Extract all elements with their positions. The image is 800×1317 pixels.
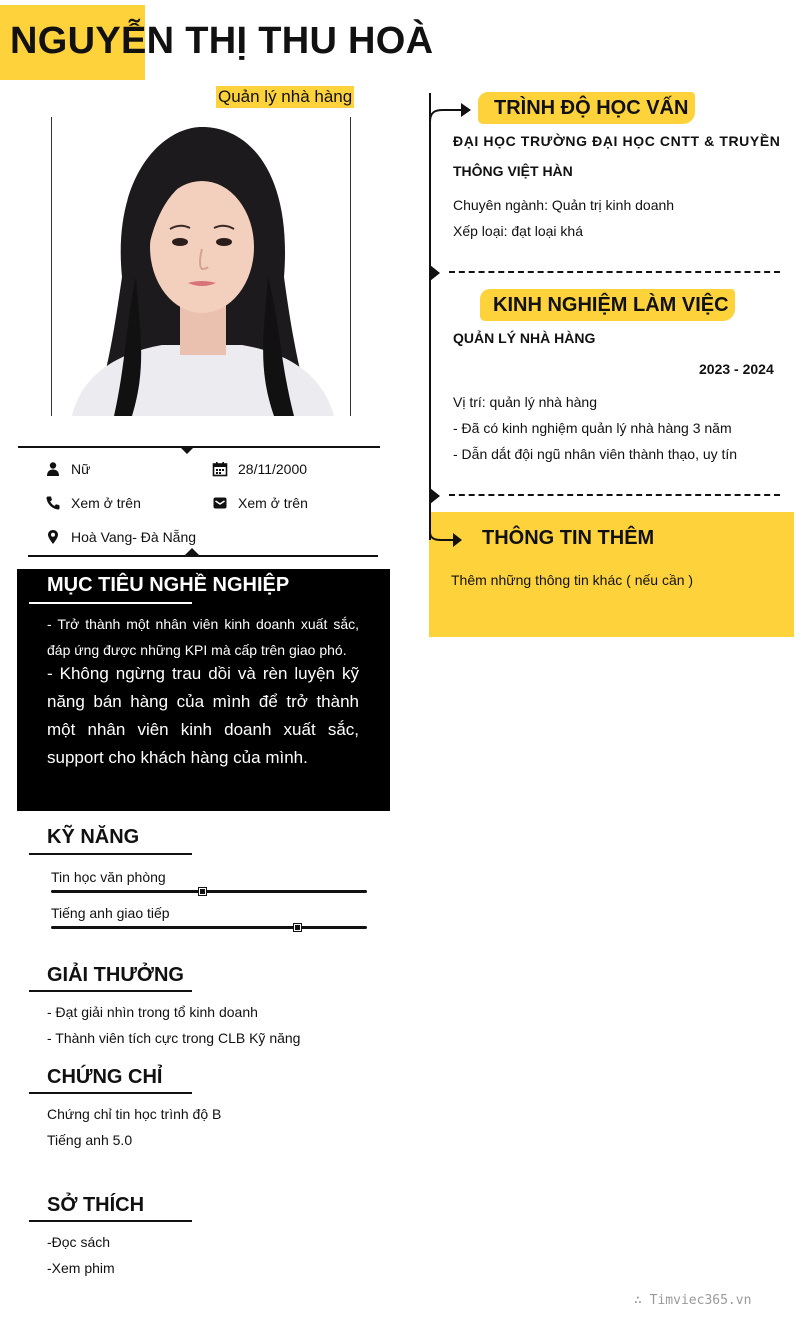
objective-paragraph: - Trở thành một nhân viên kinh doanh xuất sắc, đáp ứng được những KPI mà cấp trên giao phó. (47, 616, 359, 658)
award-item: - Thành viên tích cực trong CLB Kỹ năng (47, 1030, 301, 1046)
skill-label: Tin học văn phòng (51, 869, 166, 885)
objective-paragraph: - Không ngừng trau dồi và rèn luyện kỹ năng bán hàng của mình để trở thành một nhân viên kinh doanh xuất sắc, support cho khách hàng của mình. (47, 664, 359, 767)
hobby-item: -Xem phim (47, 1260, 115, 1276)
objective-title: MỤC TIÊU NGHỀ NGHIỆP (47, 574, 290, 596)
contact-birthday (212, 461, 307, 477)
hobby-item: -Đọc sách (47, 1234, 111, 1250)
timeline-line (429, 93, 431, 540)
contact-address (45, 529, 196, 545)
experience-period: 2023 - 2024 (699, 361, 774, 377)
awards-underline (29, 990, 192, 992)
certificate-item: Tiếng anh 5.0 (47, 1132, 133, 1148)
contact-email (212, 495, 308, 511)
hobbies-title: SỞ THÍCH (47, 1194, 145, 1216)
experience-title: KINH NGHIỆM LÀM VIỆC (493, 294, 729, 316)
phone-icon (45, 495, 61, 511)
education-school: THÔNG VIỆT HÀN (453, 163, 573, 179)
timeline-marker-icon (430, 265, 440, 281)
map-marker-icon (45, 529, 61, 545)
education-rank: Xếp loại: đạt loại khá (453, 223, 583, 239)
address-value: Hoà Vang- Đà Nẵng (71, 529, 197, 545)
skill-level-marker (198, 887, 207, 896)
contact-top-divider (18, 446, 380, 448)
certificate-item: Chứng chỉ tin học trình độ B (47, 1106, 222, 1122)
job-title: Quản lý nhà hàng (218, 87, 353, 106)
award-item: - Đạt giải nhìn trong tổ kinh doanh (47, 1004, 258, 1020)
skill-label: Tiếng anh giao tiếp (51, 905, 170, 921)
gender-value: Nữ (71, 461, 91, 477)
timeline-marker-icon (430, 488, 440, 504)
extra-info-title: THÔNG TIN THÊM (482, 527, 655, 549)
experience-detail: - Đã có kinh nghiệm quản lý nhà hàng 3 năm (453, 420, 732, 436)
calendar-icon (212, 461, 228, 477)
experience-detail: - Dẫn dắt đội ngũ nhân viên thành thạo, uy tín (453, 446, 738, 462)
skill-bar (51, 890, 367, 893)
objective-underline (29, 602, 192, 604)
hobbies-underline (29, 1220, 192, 1222)
watermark: ∴ Timviec365.vn (634, 1293, 752, 1308)
user-icon (45, 461, 61, 477)
contact-gender (45, 461, 90, 477)
experience-detail: Vị trí: quản lý nhà hàng (453, 394, 597, 410)
section-divider (449, 271, 780, 273)
email-value: Xem ở trên (238, 495, 308, 511)
skill-bar (51, 926, 367, 929)
full-name: NGUYỄN THỊ THU HOÀ (10, 20, 434, 62)
phone-value: Xem ở trên (71, 495, 141, 511)
contact-phone (45, 495, 141, 511)
contact-bottom-divider (28, 555, 378, 557)
certificates-title: CHỨNG CHỈ (47, 1066, 163, 1088)
arrow-right-icon (429, 98, 473, 124)
awards-title: GIẢI THƯỞNG (47, 964, 184, 986)
divider-arrow-down-icon (179, 446, 195, 454)
skills-underline (29, 853, 192, 855)
education-major: Chuyên ngành: Quản trị kinh doanh (453, 197, 675, 213)
section-divider (449, 494, 780, 496)
education-title: TRÌNH ĐỘ HỌC VẤN (494, 97, 689, 119)
divider-arrow-up-icon (184, 548, 200, 556)
profile-photo (51, 117, 351, 416)
certificates-underline (29, 1092, 192, 1094)
skills-title: KỸ NĂNG (47, 826, 140, 848)
portrait-illustration (52, 117, 350, 416)
birthday-value: 28/11/2000 (238, 461, 308, 477)
education-school: ĐẠI HỌC TRƯỜNG ĐẠI HỌC CNTT & TRUYỀN (453, 133, 781, 149)
extra-info-text: Thêm những thông tin khác ( nếu cần ) (451, 572, 694, 588)
experience-role: QUẢN LÝ NHÀ HÀNG (453, 330, 596, 346)
arrow-right-icon (429, 520, 465, 554)
envelope-icon (212, 495, 228, 511)
skill-level-marker (293, 923, 302, 932)
